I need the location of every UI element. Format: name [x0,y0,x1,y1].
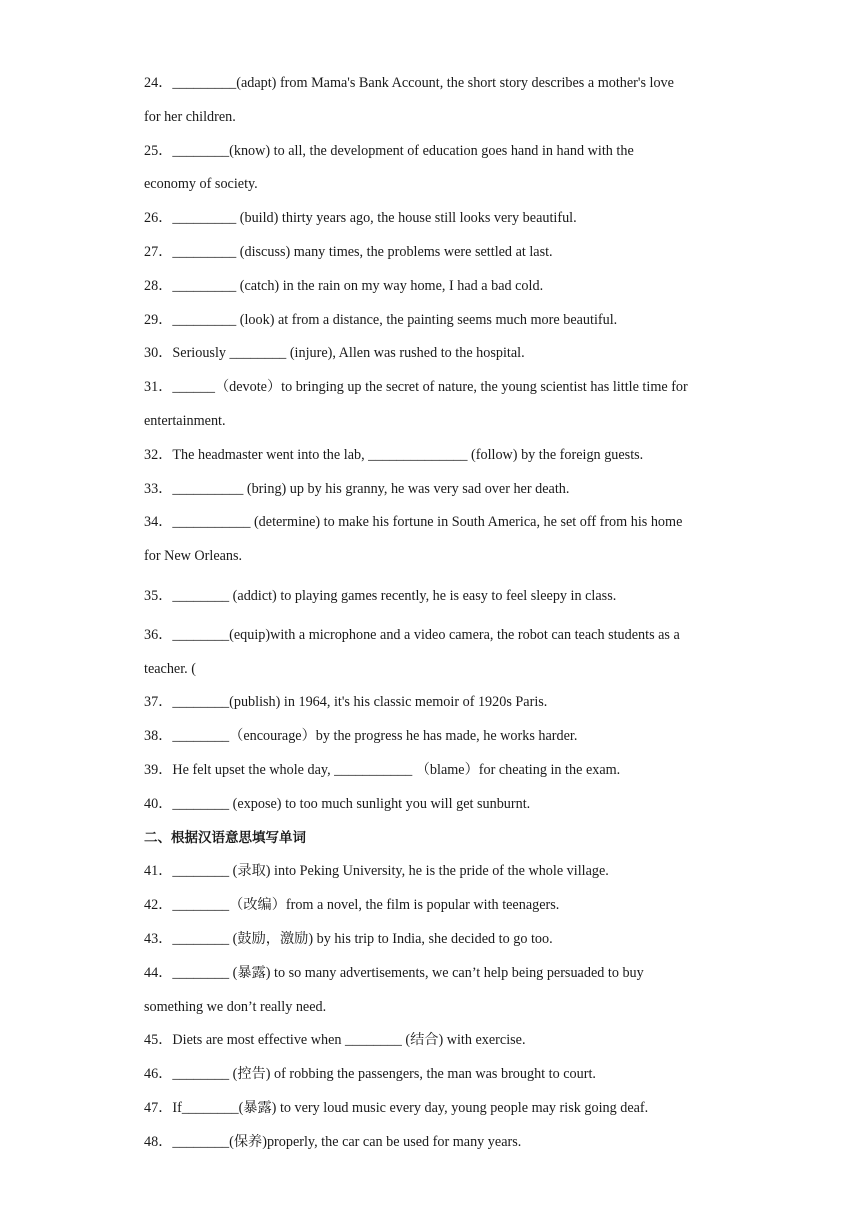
q41: 41．________ (录取) into Peking University, he is the pride of the whole village. [144,863,609,879]
q34-line2: for New Orleans. [144,548,243,564]
q24-line1: 24．_________(adapt) from Mama's Bank Account, the short story describes a mother's love [144,75,674,91]
q46: 46．________ (控告) of robbing the passengers, the man was brought to court. [144,1066,596,1082]
q25-line1: 25．________(know) to all, the development of education goes hand in hand with the [144,143,634,159]
q39: 39．He felt upset the whole day, ___________ （blame）for cheating in the exam. [144,762,621,778]
q44-line1: 44．________ (暴露) to so many advertisements, we can’t help being persuaded to buy [144,965,644,981]
q37: 37．________(publish) in 1964, it's his classic memoir of 1920s Paris. [144,694,548,710]
q43: 43．________ (鼓励，激励) by his trip to India, she decided to go too. [144,931,553,947]
q33: 33．__________ (bring) up by his granny, he was very sad over her death. [144,481,570,497]
q44-line2: something we don’t really need. [144,999,327,1015]
q36-line2: teacher. ( [144,661,196,677]
q38: 38．________（encourage）by the progress he has made, he works harder. [144,728,578,744]
q30: 30．Seriously ________ (injure), Allen was rushed to the hospital. [144,345,525,361]
q26: 26．_________ (build) thirty years ago, the house still looks very beautiful. [144,210,577,226]
q40: 40．________ (expose) to too much sunlight you will get sunburnt. [144,796,531,812]
q31-line2: entertainment. [144,413,226,429]
q47: 47．If________(暴露) to very loud music every day, young people may risk going deaf. [144,1100,649,1116]
q24-line2: for her children. [144,109,236,125]
q25-line2: economy of society. [144,176,258,192]
q28: 28．_________ (catch) in the rain on my way home, I had a bad cold. [144,278,544,294]
q45: 45．Diets are most effective when ________ (结合) with exercise. [144,1032,526,1048]
q36-line1: 36．________(equip)with a microphone and a video camera, the robot can teach students as a [144,627,680,643]
q32: 32．The headmaster went into the lab, ______________ (follow) by the foreign guests. [144,447,644,463]
q31-line1: 31．______（devote）to bringing up the secret of nature, the young scientist has little time for [144,379,688,395]
q27: 27．_________ (discuss) many times, the problems were settled at last. [144,244,553,260]
q42: 42．________（改编）from a novel, the film is popular with teenagers. [144,897,560,913]
q48: 48．________(保养)properly, the car can be used for many years. [144,1134,522,1150]
section-heading: 二、根据汉语意思填写单词 [144,830,306,846]
q34-line1: 34．___________ (determine) to make his fortune in South America, he set off from his home [144,514,683,530]
q35: 35．________ (addict) to playing games recently, he is easy to feel sleepy in class. [144,588,617,604]
q29: 29．_________ (look) at from a distance, the painting seems much more beautiful. [144,312,618,328]
